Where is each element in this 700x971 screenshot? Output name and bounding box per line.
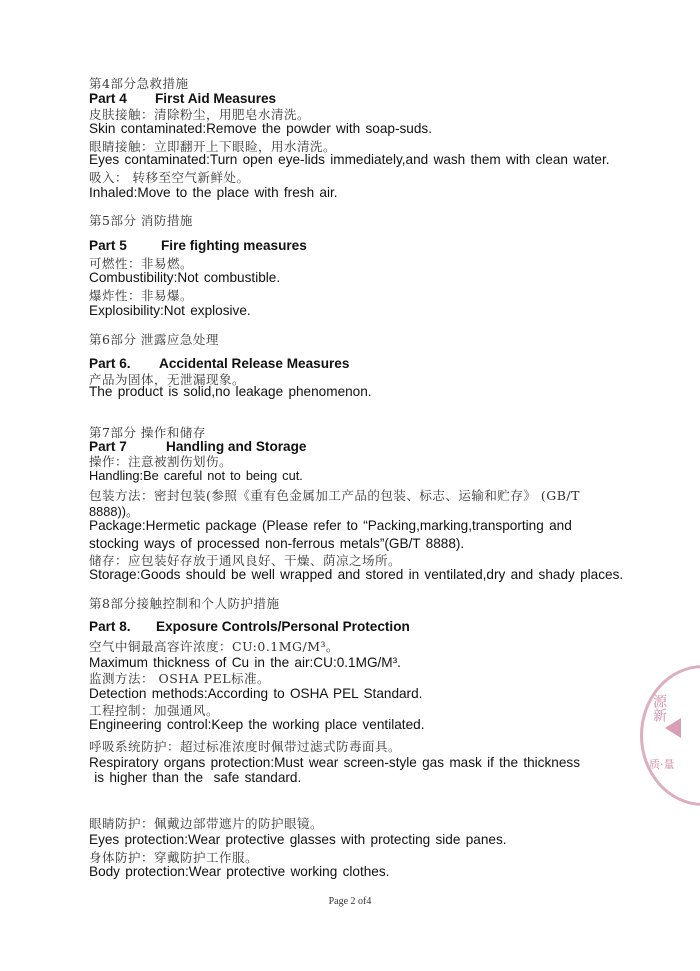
part8-resp-en-1: Respiratory organs protection:Must wear screen-style gas mask if the thickness	[89, 755, 580, 770]
part4-eyes-cn: 眼睛接触：立即翻开上下眼睑，用水清洗。	[89, 139, 337, 154]
part6-title-en: Accidental Release Measures	[159, 356, 350, 371]
part4-title-en: First Aid Measures	[155, 91, 277, 106]
seal-text-bottom: 质·量	[649, 758, 675, 771]
part5-number: Part 5	[89, 238, 127, 253]
part8-body-cn: 身体防护：穿戴防护工作服。	[89, 850, 259, 865]
part6-solid-en: The product is solid,no leakage phenomenon.	[89, 384, 372, 399]
part8-resp-cn: 呼吸系统防护：超过标准浓度时佩带过滤式防毒面具。	[89, 739, 402, 754]
part8-detect-cn: 监测方法： OSHA PEL标准。	[89, 671, 271, 686]
page-number: Page 2 of4	[328, 896, 372, 907]
part5-explosibility-en: Explosibility:Not explosive.	[89, 303, 251, 318]
part8-heading	[89, 619, 410, 634]
company-seal-stamp	[640, 665, 700, 806]
part7-package-cn-2: 8888))。	[89, 504, 139, 519]
part4-skin-cn: 皮肤接触：清除粉尘，用肥皂水清洗。	[89, 107, 311, 122]
part7-number: Part 7	[89, 439, 127, 454]
part7-package-en-1: Package:Hermetic package (Please refer to “Packing,marking,transporting and	[89, 518, 572, 533]
part4-title-cn: 第4部分急救措施	[89, 76, 189, 91]
part5-title-en: Fire fighting measures	[161, 238, 307, 253]
part8-number: Part 8.	[89, 619, 131, 634]
part5-combustibility-en: Combustibility:Not combustible.	[89, 270, 281, 285]
part8-eng-en: Engineering control:Keep the working place ventilated.	[89, 717, 425, 732]
part4-inhaled-en: Inhaled:Move to the place with fresh air.	[89, 185, 338, 200]
part4-number: Part 4	[89, 91, 127, 106]
part8-eng-cn: 工程控制：加强通风。	[89, 703, 220, 718]
part8-detect-en: Detection methods:According to OSHA PEL Standard.	[89, 686, 423, 701]
part6-solid-cn: 产品为固体，无泄漏现象。	[89, 372, 246, 387]
part5-explosibility-cn: 爆炸性：非易爆。	[89, 288, 194, 303]
part8-title-en: Exposure Controls/Personal Protection	[156, 619, 410, 634]
part7-package-en-2: stocking ways of processed non-ferrous metals”(GB/T 8888).	[89, 536, 465, 551]
part7-handling-cn: 操作：注意被割伤划伤。	[89, 454, 233, 469]
part4-inhaled-cn: 吸入： 转移至空气新鲜处。	[89, 170, 250, 185]
part7-storage-en: Storage:Goods should be well wrapped and stored in ventilated,dry and shady places.	[89, 567, 624, 582]
part7-package-cn-1: 包装方法：密封包装(参照《重有色金属加工产品的包装、标志、运输和贮存》 (GB/T	[89, 488, 580, 503]
seal-star-icon	[665, 718, 681, 738]
part5-title-cn: 第5部分 消防措施	[89, 213, 193, 228]
part8-eyes-en: Eyes protection:Wear protective glasses with protecting side panes.	[89, 832, 507, 847]
part7-handling-en: Handling:Be careful not to being cut.	[89, 468, 303, 483]
part6-heading	[89, 356, 349, 371]
part7-storage-cn: 储存：应包装好存放于通风良好、干燥、荫凉之场所。	[89, 553, 402, 568]
part8-max-en: Maximum thickness of Cu in the air:CU:0.1MG/M³.	[89, 655, 401, 670]
part8-max-cn: 空气中铜最高容许浓度：CU:0.1MG/M³。	[89, 639, 340, 654]
part6-number: Part 6.	[89, 356, 131, 371]
part8-title-cn: 第8部分接触控制和个人防护措施	[89, 596, 280, 611]
part4-skin-en: Skin contaminated:Remove the powder with soap-suds.	[89, 121, 432, 136]
part8-resp-en-2: is higher than the safe standard.	[89, 770, 302, 785]
seal-text-top: 源新	[651, 694, 667, 722]
part4-eyes-en: Eyes contaminated:Turn open eye-lids immediately,and wash them with clean water.	[89, 152, 610, 167]
part5-combustibility-cn: 可燃性：非易燃。	[89, 256, 194, 271]
part4-heading	[89, 91, 276, 106]
part6-title-cn: 第6部分 泄露应急处理	[89, 332, 219, 347]
part7-title-en: Handling and Storage	[166, 439, 307, 454]
part7-title-cn: 第7部分 操作和储存	[89, 425, 206, 440]
part8-body-en: Body protection:Wear protective working clothes.	[89, 864, 390, 879]
part5-heading	[89, 238, 307, 253]
part8-eyes-cn: 眼睛防护：佩戴边部带遮片的防护眼镜。	[89, 816, 324, 831]
